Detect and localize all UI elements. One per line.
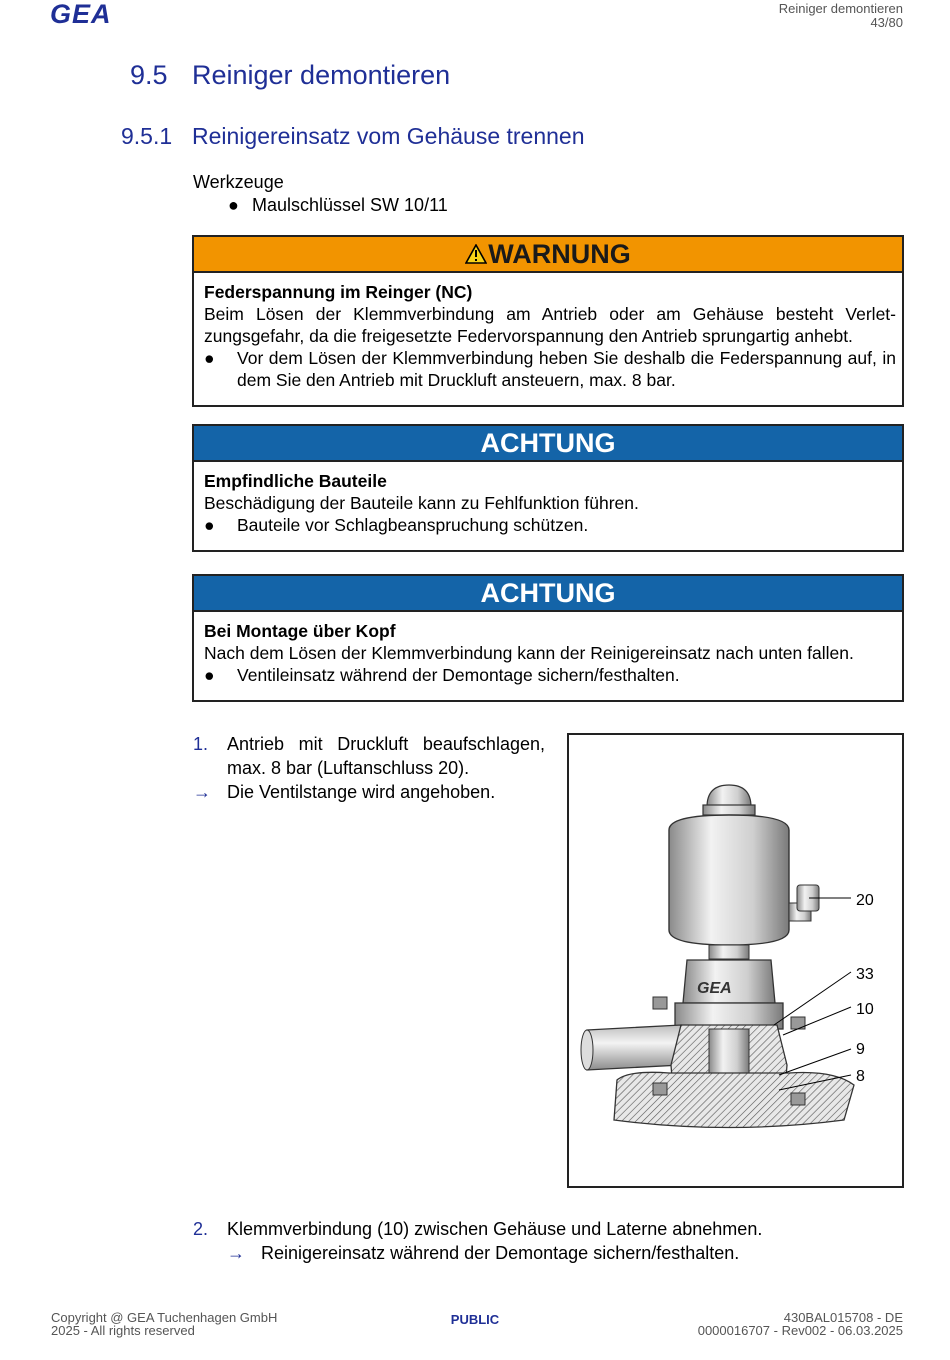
callout-9: 9 <box>856 1041 865 1058</box>
gea-logo <box>50 0 130 28</box>
warning-header-text: WARNUNG <box>488 238 631 269</box>
step-2-number: 2. <box>193 1219 209 1239</box>
step-2-text: Klemmverbindung (10) zwischen Gehäuse und Laterne abnehmen. <box>227 1219 763 1239</box>
result-arrow-icon: → <box>227 1243 245 1263</box>
warning-text: Beim Lösen der Klemmverbindung am Antrieb oder am Gehäuse besteht Verlet-zungsgefahr, da die freigesetzte Federvorspannung den Antrieb sprungartig anhebt. <box>204 304 896 346</box>
warning-body <box>194 273 902 405</box>
warning-title: Federspannung im Reinger (NC) <box>204 282 473 302</box>
header-section-title: Reiniger demontieren <box>778 1 903 16</box>
notice-2-text: Nach dem Lösen der Klemmverbindung kann der Reinigereinsatz nach unten fallen. <box>204 643 854 663</box>
footer-doc-line-1: 430BAL015708 - DE <box>783 1310 903 1325</box>
notice-1-bullet <box>204 514 896 536</box>
step-1-line-1: Antrieb mit Druckluft beaufschlagen, <box>227 734 545 754</box>
footer-copyright-line-2: 2025 - All rights reserved <box>51 1323 195 1338</box>
heading-1-number: 9.5 <box>130 60 168 90</box>
figure-logo-text: GEA <box>697 980 732 997</box>
bullet-icon: ● <box>228 195 239 215</box>
valve-illustration <box>569 735 902 1186</box>
footer-classification: PUBLIC <box>450 1312 500 1327</box>
notice-1-bullet-text: Bauteile vor Schlagbeanspruchung schützen. <box>237 515 589 535</box>
tool-name: Maulschlüssel SW 10/11 <box>252 195 448 215</box>
valve-figure <box>567 733 904 1188</box>
notice-2-title: Bei Montage über Kopf <box>204 621 396 641</box>
notice-2-body <box>194 612 902 700</box>
notice-2-header: ACHTUNG <box>194 576 902 612</box>
callout-20: 20 <box>856 892 874 909</box>
step-1-result: Die Ventilstange wird angehoben. <box>227 782 496 802</box>
step-2 <box>193 1217 762 1265</box>
heading-1 <box>130 60 450 91</box>
bullet-icon: ● <box>204 348 215 368</box>
notice-1-header: ACHTUNG <box>194 426 902 462</box>
notice-box-2 <box>192 574 904 702</box>
notice-1-body <box>194 462 902 550</box>
callout-33: 33 <box>856 966 874 983</box>
callout-8: 8 <box>856 1068 865 1085</box>
tools-list-item <box>228 195 448 216</box>
warning-header <box>194 237 902 273</box>
notice-1-title: Empfindliche Bauteile <box>204 471 387 491</box>
bullet-icon: ● <box>204 665 215 685</box>
tools-label: Werkzeuge <box>193 172 284 192</box>
footer-copyright-line-1: Copyright @ GEA Tuchenhagen GmbH <box>51 1310 278 1325</box>
footer-document-info <box>698 1311 903 1337</box>
bullet-icon: ● <box>204 515 215 535</box>
heading-2-number: 9.5.1 <box>121 123 173 149</box>
header-page-number: 43/80 <box>870 15 903 30</box>
notice-2-bullet <box>204 664 896 686</box>
notice-2-bullet-text: Ventileinsatz während der Demontage sichern/festhalten. <box>237 665 680 685</box>
notice-1-text: Beschädigung der Bauteile kann zu Fehlfunktion führen. <box>204 493 639 513</box>
step-2-result: Reinigereinsatz während der Demontage sichern/festhalten. <box>261 1243 740 1263</box>
heading-2-title: Reinigereinsatz vom Gehäuse trennen <box>192 123 585 149</box>
step-1-line-2: max. 8 bar (Luftanschluss 20). <box>227 758 470 778</box>
step-1 <box>193 732 545 804</box>
heading-2 <box>121 123 585 150</box>
result-arrow-icon: → <box>193 782 211 802</box>
page-header <box>779 2 903 30</box>
notice-box-1 <box>192 424 904 552</box>
warning-bullet-text: Vor dem Lösen der Klemmverbindung heben Sie deshalb die Federspannung auf, in dem Sie den Antrieb mit Druckluft ansteuern, max. 8 bar. <box>237 348 896 390</box>
warning-bullet <box>204 347 896 391</box>
callout-10: 10 <box>856 1001 874 1018</box>
warning-triangle-icon <box>465 244 487 264</box>
footer-doc-line-2: 0000016707 - Rev002 - 06.03.2025 <box>697 1323 903 1338</box>
heading-1-title: Reiniger demontieren <box>192 60 451 90</box>
warning-box <box>192 235 904 407</box>
step-1-number: 1. <box>193 734 209 754</box>
svg-text:GEA: GEA <box>50 0 112 28</box>
